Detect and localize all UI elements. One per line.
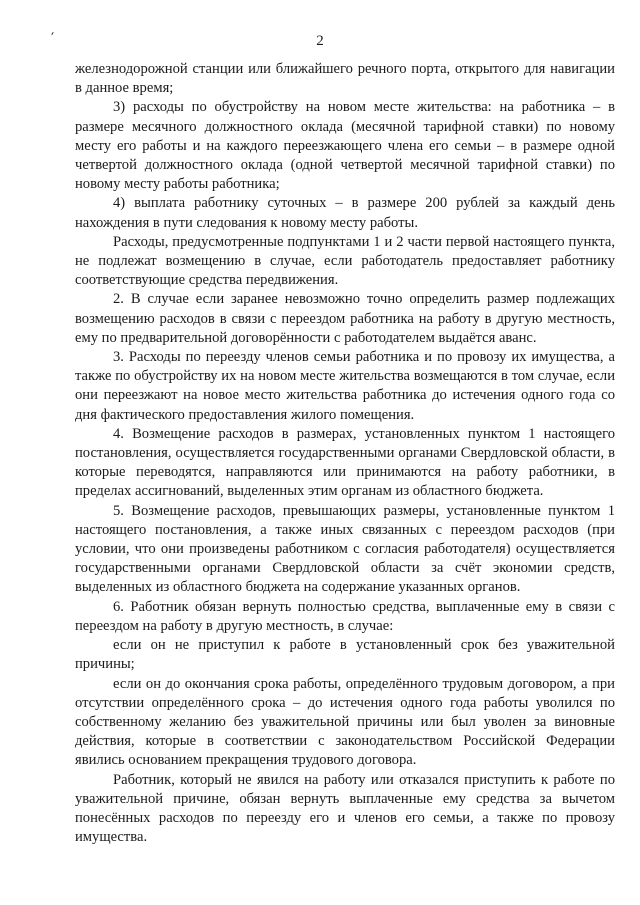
document-body — [75, 60, 615, 847]
paragraph: 4. Возмещение расходов в размерах, установленных пунктом 1 настоящего постановления, осуществляется государственными органами Свердловской области, в которые переводятся, направляются или принимаются на работу работники, в пределах ассигнований, выделенных этим органам из областного бюджета. — [75, 425, 615, 500]
paragraph: если он не приступил к работе в установленный срок без уважительной причины; — [75, 637, 615, 673]
paragraph: 6. Работник обязан вернуть полностью средства, выплаченные ему в связи с переездом на работу в другую местность, в случае: — [75, 598, 615, 634]
paragraph: если он до окончания срока работы, определённого трудовым договором, а при отсутствии определённого срока – до истечения одного года работы уволился по собственному желанию без уважительной причины или был уволен за виновные действия, которые в соответствии с законодательством Российской Федерации явились основанием прекращения трудового договора. — [75, 675, 615, 769]
paragraph: Расходы, предусмотренные подпунктами 1 и 2 части первой настоящего пункта, не подлежат возмещению в случае, если работодатель предоставляет работнику соответствующие средства передвижения. — [75, 233, 615, 289]
paragraph: железнодорожной станции или ближайшего речного порта, открытого для навигации в данное время; — [75, 61, 615, 97]
paragraph: 4) выплата работнику суточных – в размере 200 рублей за каждый день нахождения в пути следования к новому месту работы. — [75, 195, 615, 231]
paragraph: 3) расходы по обустройству на новом месте жительства: на работника – в размере месячного должностного оклада (месячной тарифной ставки) по новому месту его работы и на каждого переезжающего члена его семьи – в размере одной четвертой должностного оклада (одной четвертой месячной тарифной ставки) по новому месту работы работника; — [75, 99, 615, 193]
paragraph: 2. В случае если заранее невозможно точно определить размер подлежащих возмещению расходов в связи с переездом работника на работу в другую местность, ему по предварительной договорённости с работодателем выдаётся аванс. — [75, 291, 615, 346]
page-number: 2 — [316, 33, 324, 49]
paragraph: 5. Возмещение расходов, превышающих размеры, установленные пунктом 1 настоящего постановления, а также иных связанных с переездом расходов (при условии, что они произведены работником с согласия работодателя) осуществляется государственными органами Свердловской области за счёт экономии средств, выделенных из областного бюджета на содержание указанных органов. — [75, 502, 615, 596]
paragraph: 3. Расходы по переезду членов семьи работника и по провозу их имущества, а также по обустройству их на новом месте жительства возмещаются в том случае, если они переезжают на новое место жительства работника до истечения одного года со дня фактического предоставления жилого помещения. — [75, 349, 615, 423]
paragraph: Работник, который не явился на работу или отказался приступить к работе по уважительной причине, обязан вернуть выплаченные ему средства за вычетом понесённых расходов по переезду его и членов его семьи, а также по провозу имущества. — [75, 771, 615, 846]
